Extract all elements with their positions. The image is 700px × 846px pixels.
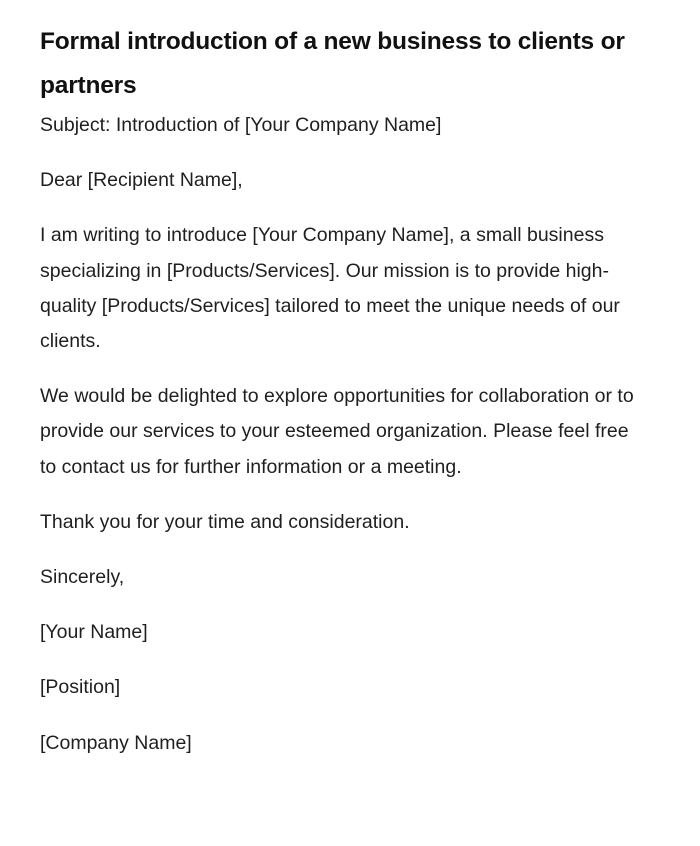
closing: Sincerely,: [40, 566, 125, 589]
signature-position: [Position]: [40, 676, 121, 699]
greeting: Dear [Recipient Name],: [40, 169, 243, 192]
signature-company: [Company Name]: [40, 731, 192, 754]
body-paragraph-thanks: Thank you for your time and consideration.: [40, 510, 410, 533]
signature-name: [Your Name]: [40, 621, 148, 644]
body-paragraph-intro: I am writing to introduce [Your Company Name], a small business specializing in [Products/Services]. Our mission is to provide high-quality [Products/Services] tailored to meet the unique needs of our clients.: [40, 224, 620, 353]
letter-document: [40, 20, 640, 761]
body-paragraph-collaboration: We would be delighted to explore opportunities for collaboration or to provide our services to your esteemed organization. Please feel free to contact us for further information or a meeting.: [40, 385, 634, 478]
subject-line: Subject: Introduction of [Your Company Name]: [40, 114, 442, 136]
document-title: Formal introduction of a new business to clients or partners: [40, 28, 625, 99]
